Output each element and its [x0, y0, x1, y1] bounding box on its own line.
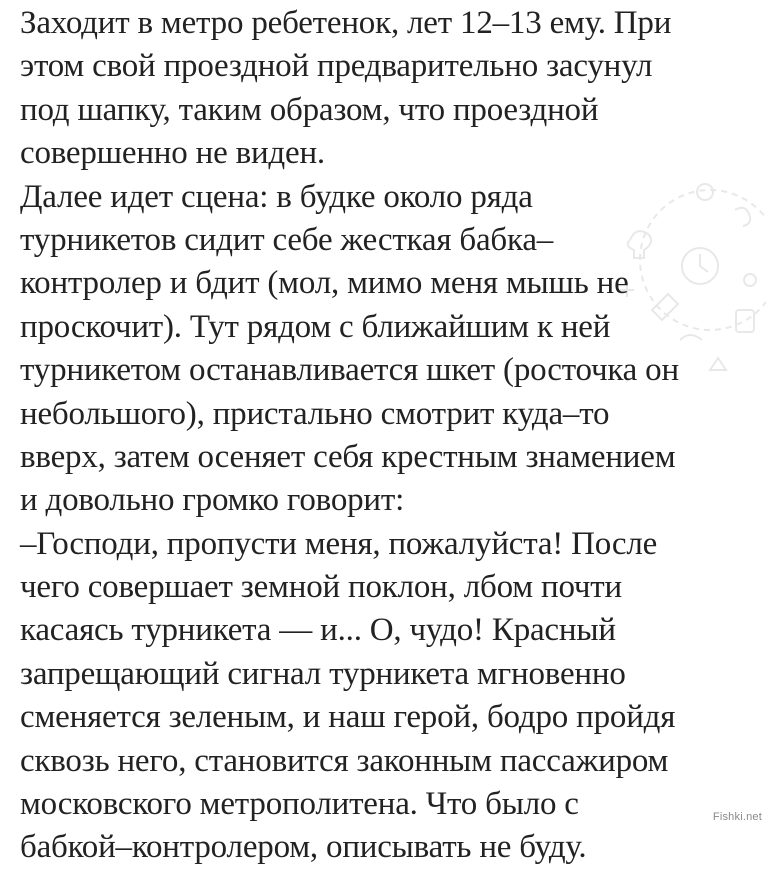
story-line: небольшого), пристально смотрит куда–то	[20, 395, 610, 432]
story-line: бабкой–контролером, описывать не буду.	[20, 829, 587, 866]
story-line: –Господи, пропусти меня, пожалуйста! После	[20, 525, 658, 562]
story-line: под шапку, таким образом, что проездной	[20, 91, 599, 128]
story-line: московского метрополитена. Что было с	[20, 786, 579, 823]
story-line: турникетов сидит себе жесткая бабка–	[20, 221, 554, 258]
story-line: запрещающий сигнал турникета мгновенно	[20, 655, 626, 692]
story-line: проскочит). Тут рядом с ближайшим к ней	[20, 308, 611, 345]
story-line: сквозь него, становится законным пассажиром	[20, 742, 669, 779]
story-line: и довольно громко говорит:	[20, 482, 405, 519]
story-text	[20, 2, 760, 870]
story-line: контролер и бдит (мол, мимо меня мышь не	[20, 265, 629, 302]
story-line: вверх, затем осеняет себя крестным знамением	[20, 438, 676, 475]
story-line: чего совершает земной поклон, лбом почти	[20, 569, 622, 606]
story-line: касаясь турникета — и... О, чудо! Красный	[20, 612, 616, 649]
story-line: совершенно не виден.	[20, 135, 325, 172]
watermark-text: Fishki.net	[712, 811, 762, 823]
story-line: Далее идет сцена: в будке около ряда	[20, 178, 533, 215]
story-line: турникетом останавливается шкет (росточка он	[20, 352, 679, 389]
story-line: Заходит в метро ребетенок, лет 12–13 ему. При	[20, 5, 672, 41]
story-line: сменяется зеленым, и наш герой, бодро пройдя	[20, 699, 676, 736]
story-line: этом свой проездной предварительно засунул	[20, 48, 653, 85]
